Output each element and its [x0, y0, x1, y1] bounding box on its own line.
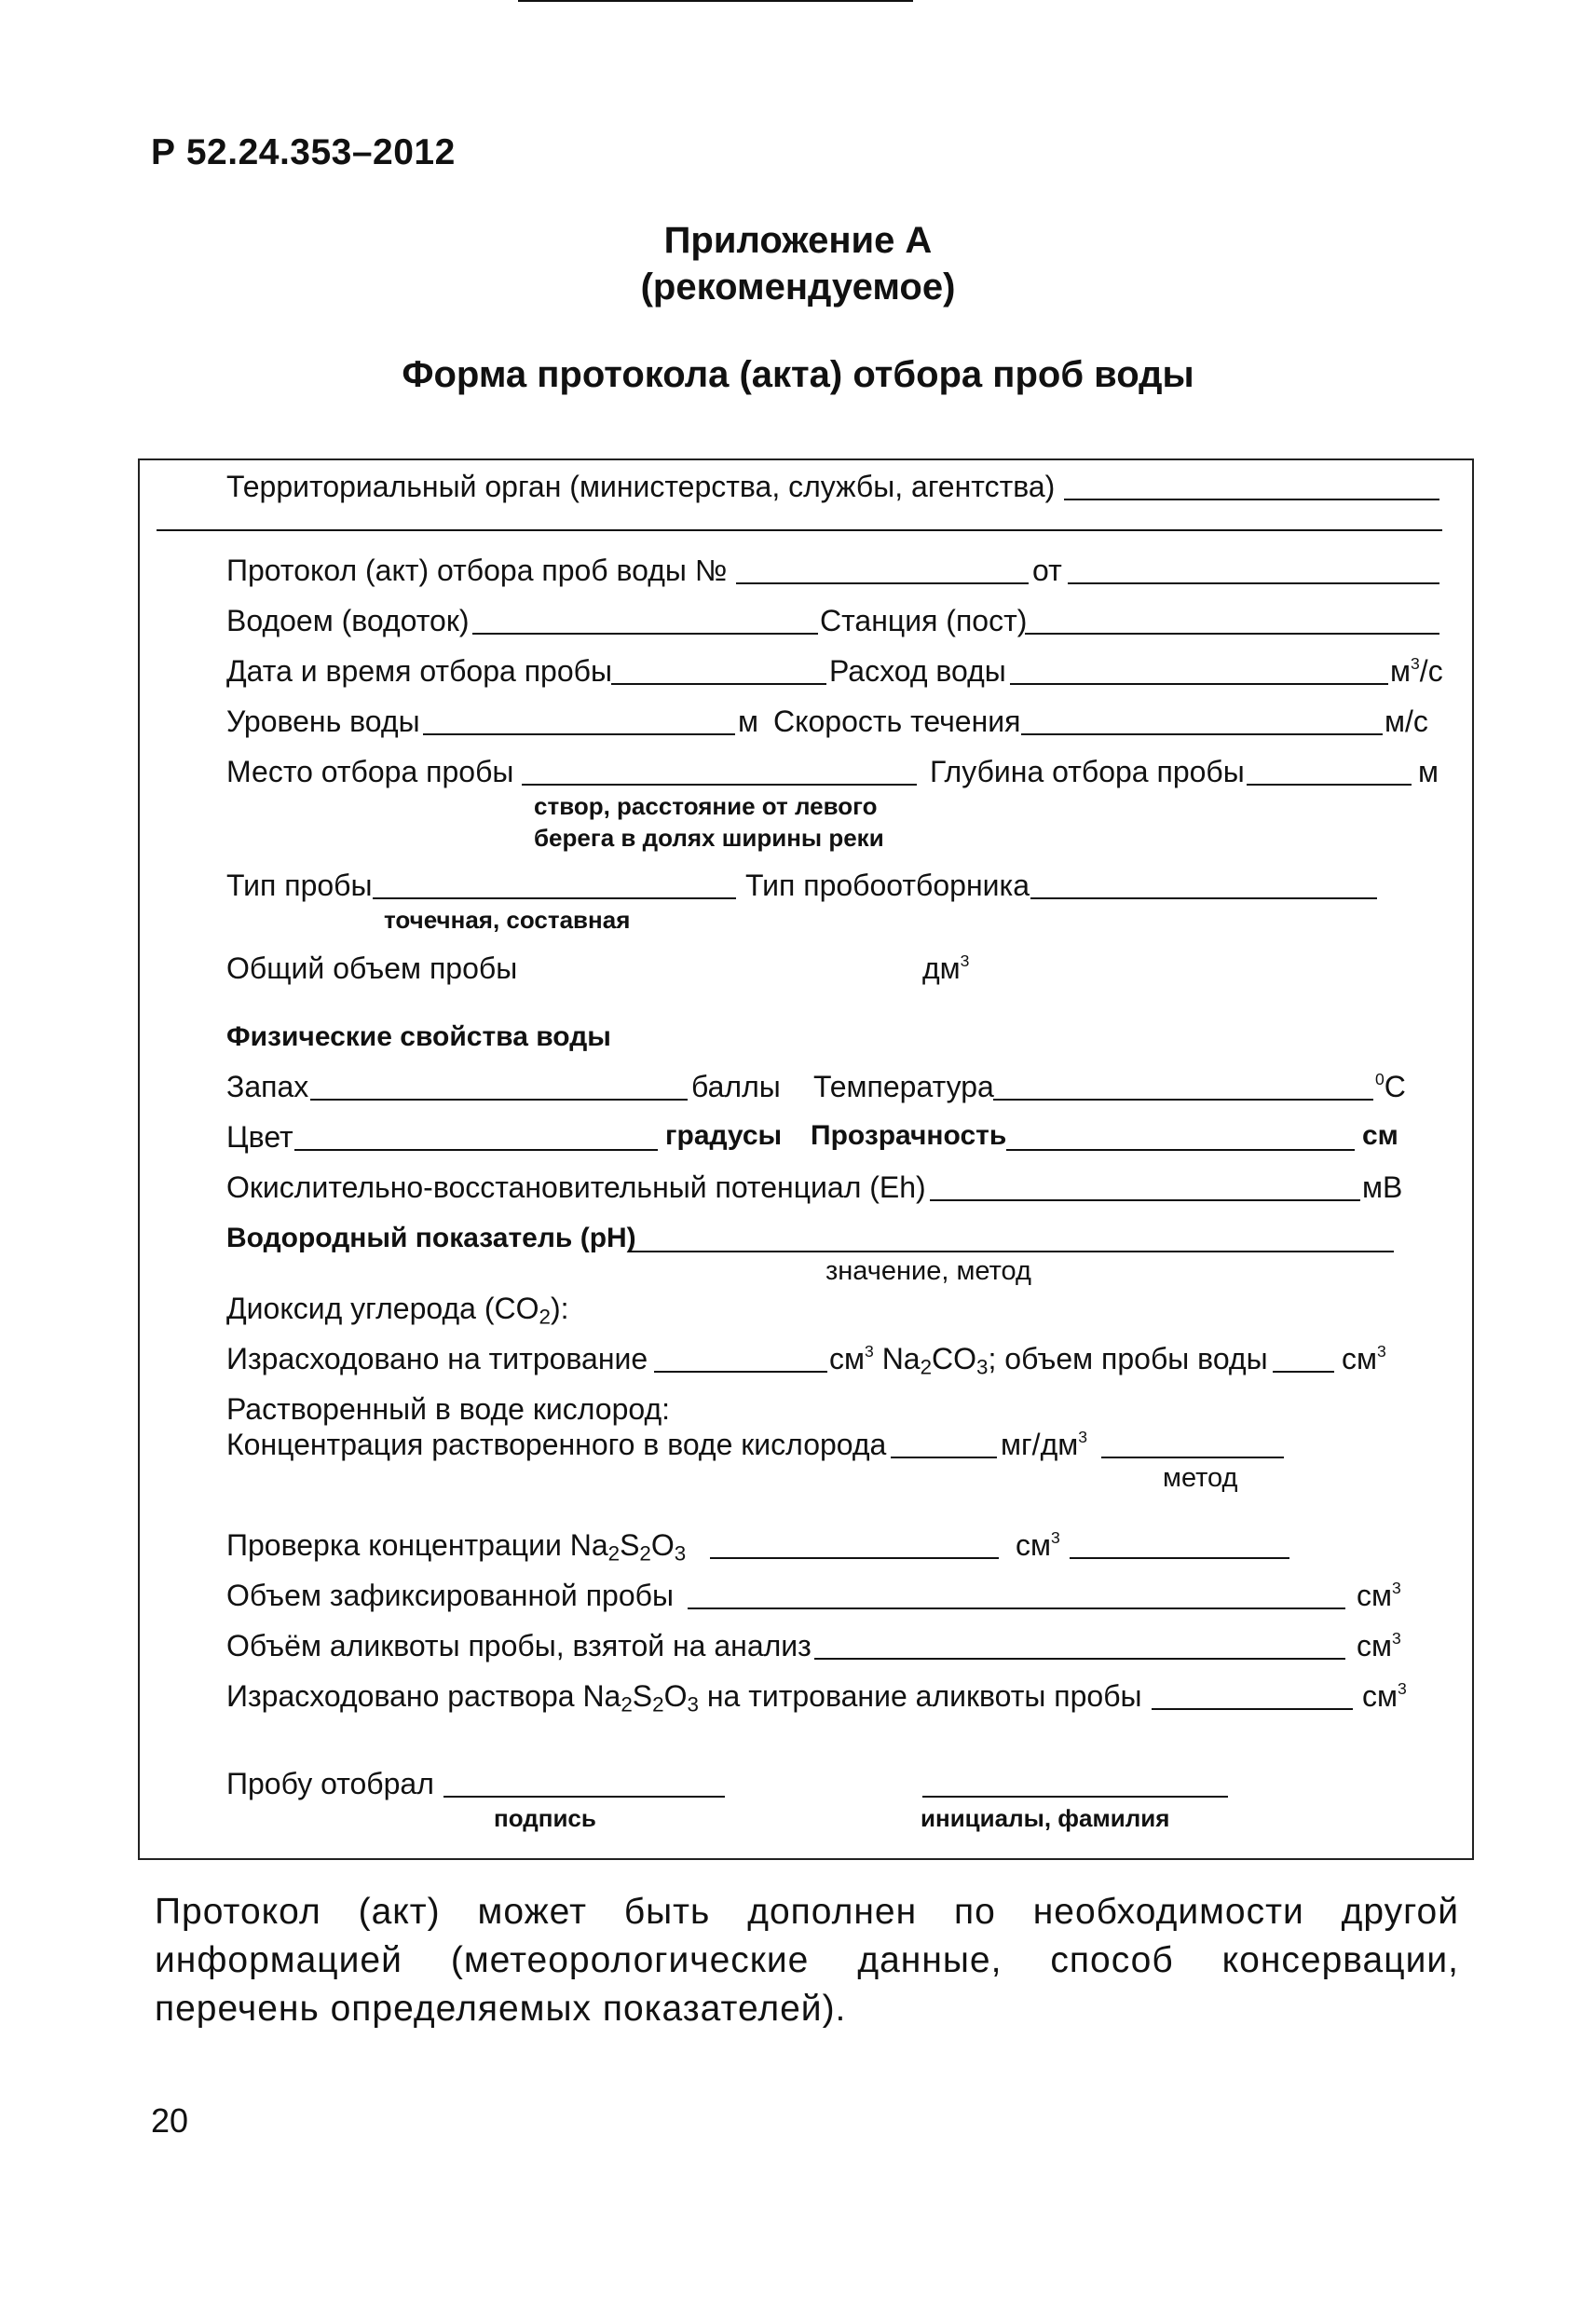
color-unit: градусы [665, 1120, 783, 1151]
oxygen-concentration-label: Концентрация растворенного в воде кислорода [226, 1428, 887, 1461]
document-code: Р 52.24.353–2012 [151, 132, 456, 172]
titration-spent-unit: $см^3$ $Na_2CO_3$; объем пробы воды [829, 1341, 1268, 1379]
signature-field[interactable] [443, 1796, 725, 1798]
page-number: 20 [151, 2101, 189, 2140]
territorial-body-label: Территориальный орган (министерства, службы, агентства) [226, 470, 1056, 503]
aliquot-volume-label: Объём аликвоты пробы, взятой на анализ [226, 1629, 812, 1662]
sampling-place-field[interactable] [522, 784, 917, 786]
redox-label: Окислительно-восстановительный потенциал (Eh) [226, 1170, 926, 1204]
co2-label: Диоксид углерода $(CO_2)$: [226, 1292, 569, 1329]
flow-velocity-field[interactable] [1021, 733, 1383, 735]
temperature-label: Температура [813, 1070, 994, 1103]
thiosulfate-check-extra-field[interactable] [1070, 1557, 1289, 1559]
total-volume-label: Общий объем пробы [226, 951, 518, 985]
odor-label: Запах [226, 1070, 309, 1103]
protocol-number-field[interactable] [736, 582, 1029, 584]
station-field[interactable] [1025, 633, 1439, 635]
oxygen-method-hint: метод [1163, 1463, 1238, 1493]
sampling-place-hint-1: створ, расстояние от левого [534, 792, 878, 820]
fixed-volume-unit: $см^3$ [1357, 1578, 1401, 1612]
color-field[interactable] [294, 1149, 658, 1151]
aliquot-volume-unit: $см^3$ [1357, 1628, 1401, 1662]
temperature-unit: $^0$С [1375, 1069, 1406, 1103]
ph-hint: значение, метод [825, 1256, 1031, 1286]
sample-type-field[interactable] [373, 897, 736, 899]
water-discharge-unit: $м^3/с$ [1390, 653, 1443, 688]
oxygen-concentration-unit: $мг/дм^3$ [1001, 1427, 1088, 1461]
thiosulfate-check-unit: $см^3$ [1016, 1527, 1060, 1562]
water-level-unit: м [738, 705, 758, 738]
sampling-datetime-label: Дата и время отбора пробы [226, 654, 612, 688]
signature-hint: подпись [494, 1804, 596, 1832]
sampling-depth-label: Глубина отбора пробы [930, 755, 1245, 788]
ph-label: Водородный показатель (pH) [226, 1223, 636, 1253]
sampled-by-label: Пробу отобрал [226, 1767, 434, 1800]
flow-velocity-label: Скорость течения [773, 705, 1021, 738]
color-label: Цвет [226, 1120, 293, 1154]
thiosulfate-check-field[interactable] [710, 1557, 999, 1559]
thiosulfate-spent-field[interactable] [1152, 1708, 1353, 1710]
fixed-volume-label: Объем зафиксированной пробы [226, 1579, 674, 1612]
sampling-place-hint-2: берега в долях ширины реки [534, 824, 884, 852]
redox-unit: мВ [1362, 1170, 1403, 1204]
appendix-title: Приложение А [663, 220, 933, 261]
flow-velocity-unit: м/с [1385, 705, 1428, 738]
dissolved-oxygen-label: Растворенный в воде кислород: [226, 1392, 671, 1426]
sampling-datetime-field[interactable] [611, 683, 826, 685]
water-level-label: Уровень воды [226, 705, 420, 738]
water-body-label: Водоем (водоток) [226, 604, 470, 637]
aliquot-volume-field[interactable] [814, 1658, 1345, 1660]
territorial-body-field-2[interactable] [157, 529, 1442, 531]
titration-spent-label: Израсходовано на титрование [226, 1342, 648, 1375]
footer-note: Протокол (акт) может быть дополнен по необходимости другой информацией (метеорологические данные, способ консервации, перечень определяемых показателей). [155, 1892, 1459, 2029]
protocol-number-label: Протокол (акт) отбора проб воды № [226, 554, 728, 587]
water-body-field[interactable] [472, 633, 818, 635]
sample-type-label: Тип пробы [226, 869, 373, 902]
oxygen-method-field[interactable] [1101, 1457, 1284, 1458]
odor-unit: баллы [691, 1070, 781, 1103]
transparency-field[interactable] [1006, 1149, 1355, 1151]
water-level-field[interactable] [423, 733, 735, 735]
ph-field[interactable] [630, 1251, 1394, 1252]
sampling-place-label: Место отбора пробы [226, 755, 514, 788]
sampler-type-field[interactable] [1030, 897, 1377, 899]
sampler-type-label: Тип пробоотборника [745, 869, 1030, 902]
physical-properties-heading: Физические свойства воды [226, 1021, 611, 1052]
total-volume-unit: $дм^3$ [922, 951, 970, 985]
thiosulfate-spent-unit: $см^3$ [1362, 1678, 1407, 1713]
co2-sample-volume-unit: $см^3$ [1342, 1341, 1386, 1375]
oxygen-concentration-field[interactable] [891, 1457, 997, 1458]
protocol-date-label: от [1032, 554, 1062, 587]
territorial-body-field[interactable] [1064, 499, 1439, 500]
thiosulfate-check-label: Проверка концентрации $Na_2S_2O_3$ [226, 1528, 687, 1566]
sample-type-hint: точечная, составная [384, 906, 631, 934]
transparency-unit: см [1362, 1120, 1398, 1151]
form-title: Форма протокола (акта) отбора проб воды [402, 354, 1194, 395]
sampling-depth-unit: м [1418, 755, 1439, 788]
redox-field[interactable] [930, 1199, 1360, 1201]
water-discharge-label: Расход воды [829, 654, 1006, 688]
protocol-date-field[interactable] [1068, 582, 1439, 584]
temperature-field[interactable] [993, 1099, 1373, 1101]
titration-spent-field[interactable] [654, 1371, 827, 1373]
sampling-depth-field[interactable] [1247, 784, 1412, 786]
co2-sample-volume-field[interactable] [1273, 1371, 1334, 1373]
water-discharge-field[interactable] [1010, 683, 1388, 685]
appendix-status: (рекомендуемое) [640, 267, 956, 308]
total-volume-field[interactable] [518, 0, 913, 2]
odor-field[interactable] [310, 1099, 688, 1101]
name-field[interactable] [922, 1796, 1228, 1798]
thiosulfate-spent-label: Израсходовано раствора $Na_2S_2O_3$ на титрование аликвоты пробы [226, 1679, 1142, 1717]
fixed-volume-field[interactable] [688, 1607, 1345, 1609]
name-hint: инициалы, фамилия [921, 1804, 1170, 1832]
station-label: Станция (пост) [820, 604, 1028, 637]
transparency-label: Прозрачность [811, 1120, 1007, 1151]
